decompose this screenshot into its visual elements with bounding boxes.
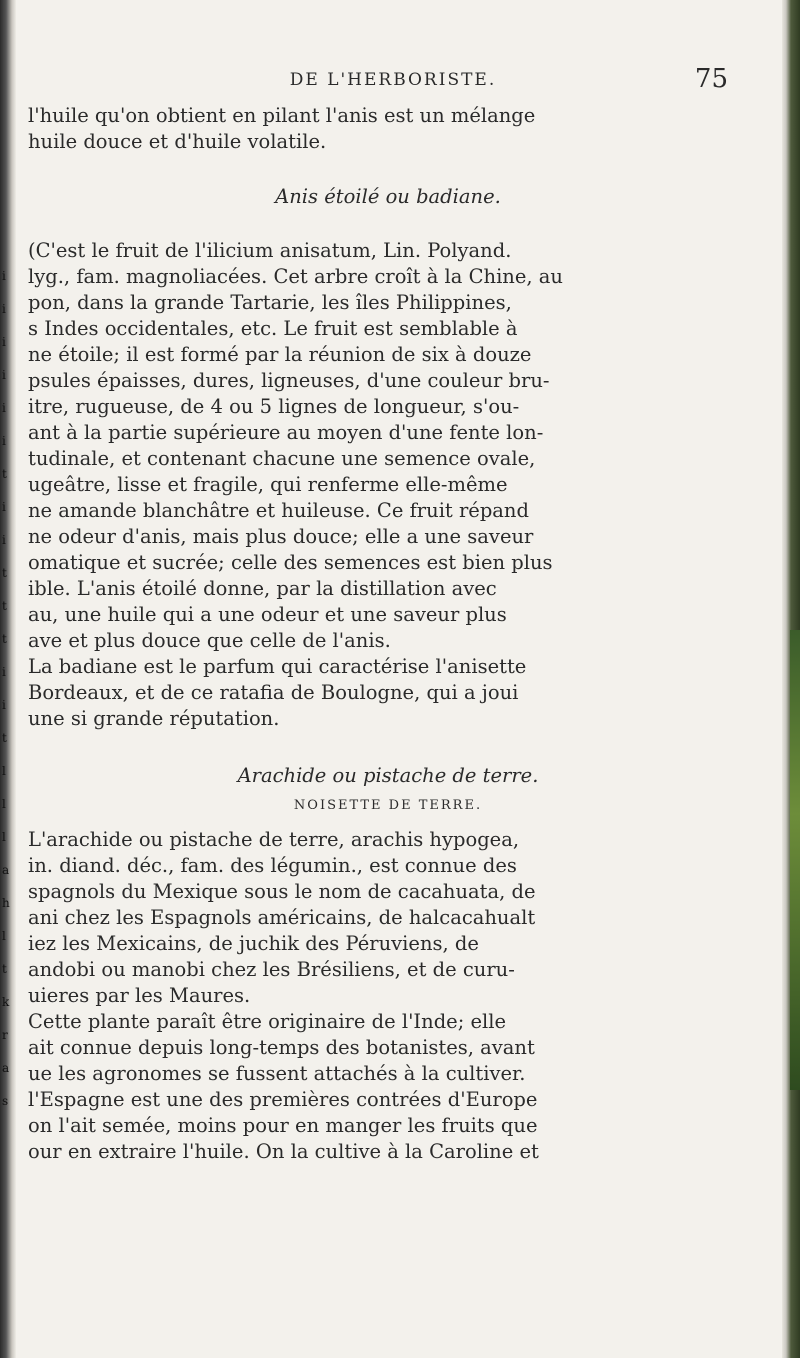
text-line: andobi ou manobi chez les Brésiliens, et de curu- — [28, 958, 515, 981]
section-subtitle: NOISETTE DE TERRE. — [293, 798, 483, 813]
gutter-mark: i — [2, 269, 6, 283]
text-line: huile douce et d'huile volatile. — [28, 130, 327, 153]
text-line: tudinale, et contenant chacune une semence ovale, — [28, 447, 536, 470]
text-line: itre, rugueuse, de 4 ou 5 lignes de longueur, s'ou- — [28, 395, 520, 418]
gutter-mark: i — [2, 500, 6, 514]
text-line: ave et plus douce que celle de l'anis. — [28, 629, 391, 652]
text-line: ani chez les Espagnols américains, de halcacahualt — [28, 906, 536, 929]
text-line: omatique et sucrée; celle des semences est bien plus — [28, 551, 553, 574]
text-line: uieres par les Maures. — [28, 984, 251, 1007]
gutter-mark: t — [2, 467, 7, 481]
text-line: l'huile qu'on obtient en pilant l'anis est un mélange — [28, 104, 536, 127]
text-line: ait connue depuis long-temps des botanistes, avant — [28, 1036, 535, 1059]
text-line: our en extraire l'huile. On la cultive à la Caroline et — [28, 1140, 539, 1163]
book-page — [28, 0, 772, 1358]
gutter-marks — [2, 0, 14, 1358]
gutter-mark: i — [2, 698, 6, 712]
text-line: au, une huile qui a une odeur et une saveur plus — [28, 603, 507, 626]
gutter-mark: l — [2, 764, 6, 778]
text-line: spagnols du Mexique sous le nom de cacahuata, de — [28, 880, 536, 903]
gutter-mark: i — [2, 434, 6, 448]
text-line: lyg., fam. magnoliacées. Cet arbre croît à la Chine, au — [28, 265, 563, 288]
text-line: psules épaisses, dures, ligneuses, d'une couleur bru- — [28, 369, 550, 392]
text-line: La badiane est le parfum qui caractérise l'anisette — [28, 655, 527, 678]
text-line: (C'est le fruit de l'ilicium anisatum, Lin. Polyand. — [28, 239, 512, 262]
text-line: on l'ait semée, moins pour en manger les fruits que — [28, 1114, 538, 1137]
text-line: une si grande réputation. — [28, 707, 280, 730]
gutter-mark: t — [2, 632, 7, 646]
gutter-mark: t — [2, 962, 7, 976]
text-line: ne étoile; il est formé par la réunion de six à douze — [28, 343, 532, 366]
text-line: ne amande blanchâtre et huileuse. Ce fruit répand — [28, 499, 529, 522]
section-title-arachide: Arachide ou pistache de terre. — [237, 764, 539, 787]
gutter-mark: a — [2, 863, 10, 877]
text-line: Bordeaux, et de ce ratafia de Boulogne, qui a joui — [28, 681, 519, 704]
text-line: in. diand. déc., fam. des légumin., est connue des — [28, 854, 517, 877]
text-line: ugeâtre, lisse et fragile, qui renferme elle-même — [28, 473, 508, 496]
text-line: L'arachide ou pistache de terre, arachis hypogea, — [28, 828, 520, 851]
gutter-mark: a — [2, 1061, 10, 1075]
gutter-mark: i — [2, 368, 6, 382]
gutter-mark: l — [2, 929, 6, 943]
text-line: l'Espagne est une des premières contrées d'Europe — [28, 1088, 538, 1111]
gutter-mark: i — [2, 335, 6, 349]
text-line: ue les agronomes se fussent attachés à la cultiver. — [28, 1062, 526, 1085]
text-line: ible. L'anis étoilé donne, par la distillation avec — [28, 577, 497, 600]
text-line: s Indes occidentales, etc. Le fruit est semblable à — [28, 317, 518, 340]
gutter-mark: t — [2, 599, 7, 613]
page-number: 75 — [694, 64, 728, 94]
gutter-mark: r — [2, 1028, 8, 1042]
page-edge-stain — [790, 630, 800, 1090]
gutter-mark: l — [2, 830, 6, 844]
gutter-mark: t — [2, 566, 7, 580]
gutter-mark: t — [2, 731, 7, 745]
gutter-mark: i — [2, 533, 6, 547]
section-title-anis: Anis étoilé ou badiane. — [275, 185, 501, 208]
text-line: Cette plante paraît être originaire de l'Inde; elle — [28, 1010, 507, 1033]
page-header — [28, 64, 758, 100]
text-line: iez les Mexicains, de juchik des Péruviens, de — [28, 932, 479, 955]
text-line: pon, dans la grande Tartarie, les îles Philippines, — [28, 291, 512, 314]
gutter-mark: k — [2, 995, 10, 1009]
running-head: DE L'HERBORISTE. — [289, 70, 497, 90]
gutter-mark: i — [2, 302, 6, 316]
gutter-mark: h — [2, 896, 10, 910]
gutter-mark: i — [2, 665, 6, 679]
gutter-mark: s — [2, 1094, 9, 1108]
text-line: ant à la partie supérieure au moyen d'une fente lon- — [28, 421, 544, 444]
gutter-mark: i — [2, 401, 6, 415]
gutter-mark: l — [2, 797, 6, 811]
text-line: ne odeur d'anis, mais plus douce; elle a une saveur — [28, 525, 534, 548]
